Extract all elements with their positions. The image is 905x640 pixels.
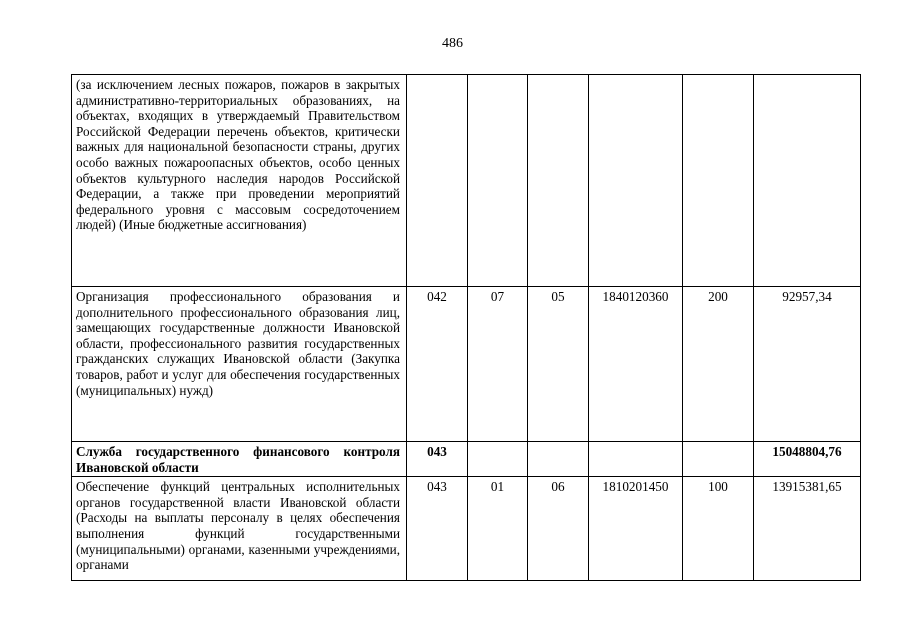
budget-table bbox=[71, 74, 861, 581]
page-number: 486 bbox=[442, 36, 463, 51]
csr-cell bbox=[589, 75, 683, 287]
pr-cell bbox=[528, 442, 589, 477]
ved-cell: 043 bbox=[407, 442, 468, 477]
ved-cell: 042 bbox=[407, 287, 468, 442]
amount-cell bbox=[754, 75, 861, 287]
rz-cell bbox=[468, 75, 528, 287]
csr-cell: 1840120360 bbox=[589, 287, 683, 442]
vr-cell bbox=[683, 442, 754, 477]
pr-cell bbox=[528, 75, 589, 287]
vr-cell bbox=[683, 75, 754, 287]
csr-cell bbox=[589, 442, 683, 477]
pr-cell: 06 bbox=[528, 477, 589, 581]
row-name-cell: Служба государственного финансового контроля Ивановской области bbox=[72, 442, 407, 477]
amount-cell: 92957,34 bbox=[754, 287, 861, 442]
rz-cell bbox=[468, 442, 528, 477]
amount-cell: 15048804,76 bbox=[754, 442, 861, 477]
row-name-cell: Обеспечение функций центральных исполнительных органов государственной власти Ивановской области (Расходы на выплаты персоналу в целях обеспечения выполнения функций государственными (муниципальными) органами, казенными учреждениями, органами bbox=[72, 477, 407, 581]
table-row bbox=[72, 442, 861, 477]
table-row bbox=[72, 75, 861, 287]
rz-cell: 01 bbox=[468, 477, 528, 581]
row-name-cell: Организация профессионального образования и дополнительного профессионального образования лиц, замещающих государственные должности Ивановской области, профессионального развития государственных гражданских служащих Ивановской области (Закупка товаров, работ и услуг для обеспечения государственных (муниципальных) нужд) bbox=[72, 287, 407, 442]
ved-cell: 043 bbox=[407, 477, 468, 581]
vr-cell: 200 bbox=[683, 287, 754, 442]
vr-cell: 100 bbox=[683, 477, 754, 581]
pr-cell: 05 bbox=[528, 287, 589, 442]
table-row bbox=[72, 287, 861, 442]
amount-cell: 13915381,65 bbox=[754, 477, 861, 581]
rz-cell: 07 bbox=[468, 287, 528, 442]
row-name-cell: (за исключением лесных пожаров, пожаров в закрытых административно-территориальных образованиях, на объектах, входящих в утверждаемый Правительством Российской Федерации перечень объектов, критически важных для национальной безопасности страны, других особо важных пожароопасных объектов, особо ценных объектов культурного наследия народов Российской Федерации, а также при проведении мероприятий федерального уровня с массовым сосредоточением людей) (Иные бюджетные ассигнования) bbox=[72, 75, 407, 287]
csr-cell: 1810201450 bbox=[589, 477, 683, 581]
table-row bbox=[72, 477, 861, 581]
ved-cell bbox=[407, 75, 468, 287]
